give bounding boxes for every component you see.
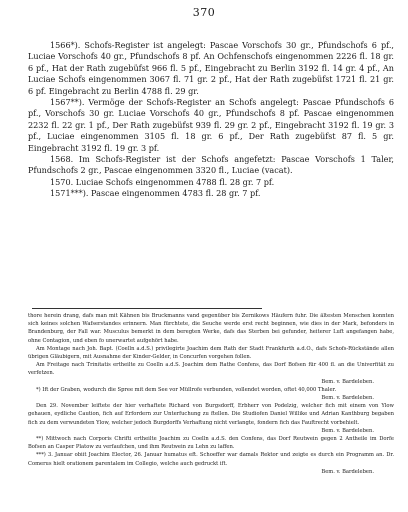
footnote-signature: Bem. v. Bardeleben.: [321, 468, 374, 475]
footnote-paragraph: Am Freitage nach Trinitatis ertheilte zu Coelln a.d.S. Joachim dem Rathe Confens, das Dorf Bofsen für 400 fl. an die Univerfität zu verfetzen.: [28, 362, 394, 377]
entry-1568: 1568. Im Schofs-Register ist der Schofs angefetzt: Pascae Vorschofs 1 Taler, Pfundschofs 2 gr., Pascae eingenommen 3320 fl., Luciae (vacat).: [28, 154, 394, 176]
entry-1567: 1567**). Vermöge der Schofs-Register an Schofs angelegt: Pascae Pfundschofs 6 pf., Vorschofs 30 gr. Luciae Vorschofs 40 gr., Pfundschofs 8 pf. Pascae eingenommen 2232 fl. 22 gr. 1 pf., Der Rath zugebüfst 939 fl. 29 gr. 2 pf., Eingebracht 3192 fl. 19 gr. 3 pf., Luciae eingenommen 3105 fl. 18 gr. 6 pf., Der Rath zugebüfst 87 fl. 5 gr. Eingebracht 3192 fl. 19 gr. 3 pf.: [28, 97, 394, 153]
entry-1571: 1571***). Pascae eingenommen 4783 fl. 28 gr. 7 pf.: [50, 188, 261, 199]
footnotes: [28, 312, 394, 476]
footnote-divider: [32, 308, 262, 309]
footnote-star-2: **) Mittwoch nach Corporis Chrifti ertheilte Joachim zu Coelln a.d.S. den Confens, das Dorf Reutwein gegen 2 Antheile im Dorfe Bofsen an Casper Platow zu verfaufchen, und ihm Reutwein zu Lehn zu laffen.: [28, 436, 394, 451]
footnote-star-3: ***) 3. Januar obiit Joachim Elector, 26. Januar humatus eft. Schoeffer war damals Rektor und zeigte es durch ein Programm an. Dr. Comerus hielt orationem parentalem im Collegio, welche auch gedruckt ift.: [28, 452, 394, 467]
page-number: 370: [192, 6, 216, 19]
footnote-signature: Bem. v. Bardeleben.: [321, 378, 374, 385]
footnote-paragraph: thore herein drang, dafs man mit Kähnen bis Bruckmanns vand gegenüber bis Zernikows Häufern fuhr. Die ältesten Menschen konnten sich keines solchen Wafserstandes erinnern. Man fürchtete, die Seuche werde erst recht beginnen, wie dies in der Mark, befonders in Brandenburg, der Fall war. Musculus bemerkt in dem beregten Werke, dafs das Sterben bei gefunder, heiterer Luft angefangen habe, ohne Contagion, und eben fo unerwartet aufgehört habe.: [28, 313, 394, 344]
footnote-paragraph: Den 29. November leiftete der hier verhaftete Richard von Burgsdorff, Erbherr von Podelzig, welcher fich mit einem von Ylow gehauen, eydliche Caution, fich auf Erfordern zur Unterfuchung zu ftellen. Die Studiofen Daniel Willike und Adrian Kanthburg begaben fich zu dem verwundeten Ylow, welcher jedoch Burgdorffs Verhaftung nicht verlangte, fondern fich das Fauftrecht vorbehielt.: [28, 403, 394, 426]
footnote-star-1: *) Ift der Graben, wodurch die Spree mit dem See vor Müllrofe verbunden, vollendet worden, oftet 40,000 Thaler.: [36, 386, 337, 393]
footnote-paragraph: Am Montage nach Joh. Bapt. (Coelln a.d.S.) privilegirte Joachim dem Rath der Stadt Frankfurth a.d.O., dafs Schofs-Rückstände allen übrigen Gläubigern, mit Ausnahme der Kinder-Gelder, in Concurfen vorgehen follen.: [28, 345, 394, 361]
entry-1566: 1566*). Schofs-Register ist angelegt: Pascae Vorschofs 30 gr., Pfundschofs 6 pf., Luciae Vorschofs 40 gr., Pfundschofs 8 pf. An Ochfenschofs eingenommen 2226 fl. 18 gr. 6 pf., Hat der Rath zugebüfst 966 fl. 5 pf., Eingebracht zu Berlin 3192 fl. 14 gr. 4 pf., An Luciae Schofs eingenommen 3067 fl. 71 gr. 2 pf., Hat der Rath zugebüfst 1721 fl. 21 gr. 6 pf. Eingebracht zu Berlin 4788 fl. 29 gr.: [28, 40, 394, 96]
entry-1570: 1570. Luciae Schofs eingenommen 4788 fl. 28 gr. 7 pf.: [50, 176, 275, 187]
footnote-signature: Bem. v. Bardeleben.: [321, 395, 374, 402]
main-text: [28, 40, 394, 200]
footnote-signature: Bem. v. Bardeleben.: [321, 427, 374, 434]
